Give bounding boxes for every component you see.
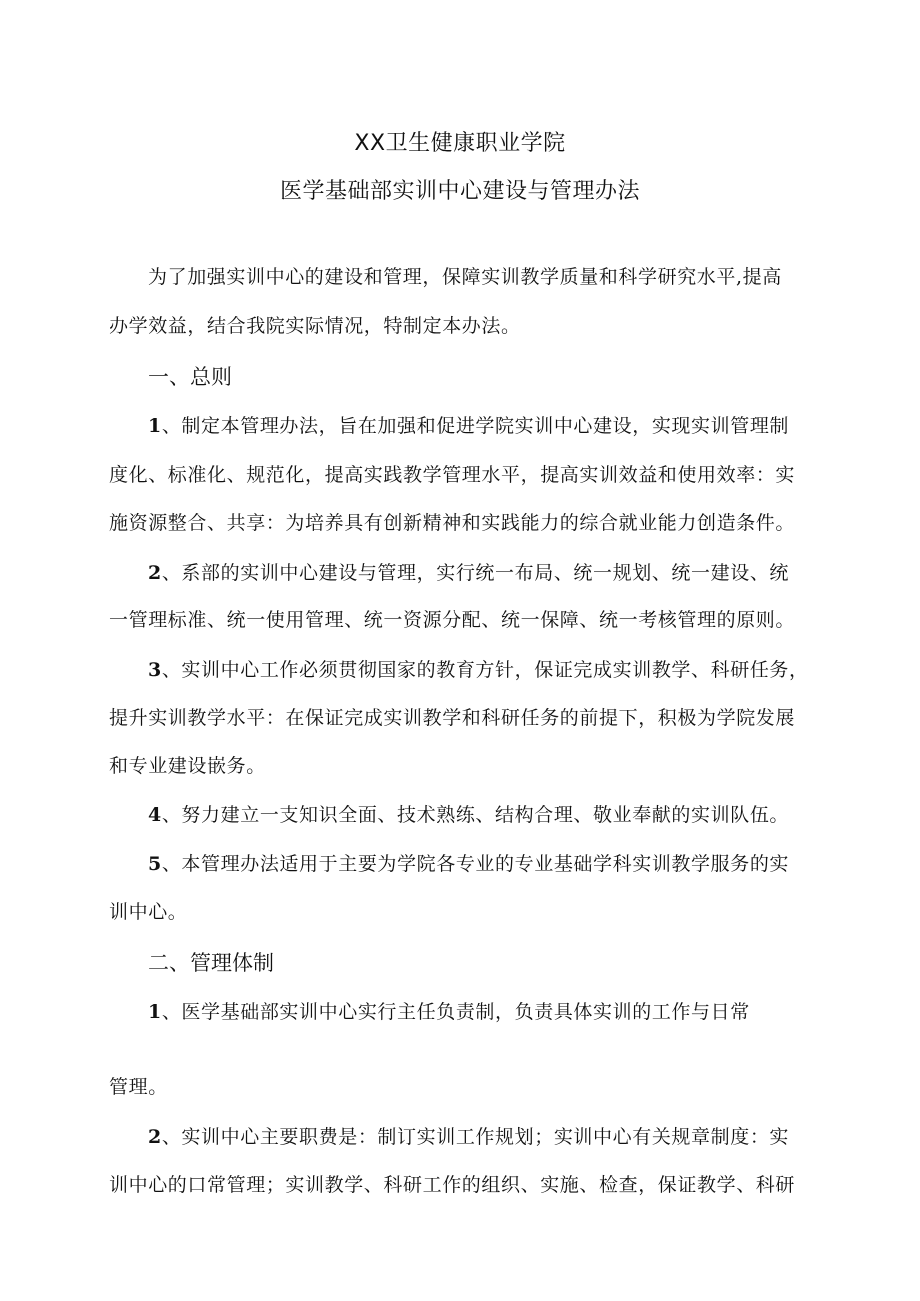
section-1-p3-line-1: [148, 657, 809, 683]
section-1-p2-line-2: 一管理标准、统一使用管理、统一资源分配、统一保障、统一考核管理的原则。: [109, 609, 796, 631]
section-2-heading: 二、管理体制: [148, 951, 274, 975]
section-1-p2-line-1: [148, 560, 789, 586]
p4-number: 4: [148, 804, 162, 826]
section-1-p1-line-2: 度化、标准化、规范化，提高实践教学管理水平，提高实训效益和使用效率：实: [109, 464, 796, 486]
section-1-p3-line-3: 和专业建设嵌务。: [109, 755, 266, 777]
p3-text: 、实训中心工作必须贯彻国家的教育方针，保证完成实训教学、科研任务，: [161, 659, 809, 681]
p3-number: 3: [148, 659, 162, 681]
intro-line-1: 为了加强实训中心的建设和管理，保障实训教学质量和科学研究水平,提高: [148, 266, 782, 288]
s2-p2-text: 、实训中心主要职费是：制订实训工作规划；实训中心有关规章制度：实: [161, 1126, 790, 1148]
s2-p1-number: 1: [148, 1001, 162, 1023]
p2-text: 、系部的实训中心建设与管理，实行统一布局、统一规划、统一建设、统: [161, 562, 790, 584]
s2-p1-text: 、医学基础部实训中心实行主任负责制，负责具体实训的工作与日常: [161, 1001, 750, 1023]
p2-number: 2: [148, 562, 162, 584]
section-2-p2-line-1: [148, 1124, 789, 1150]
section-1-p1-line-1: [148, 413, 789, 439]
section-2-p1-line-2: 管理。: [109, 1076, 168, 1098]
section-1-p1-line-3: 施资源整合、共享：为培养具有创新精神和实践能力的综合就业能力创造条件。: [109, 512, 796, 534]
section-1-p3-line-2: 提升实训教学水平：在保证完成实训教学和科研任务的前提下，积极为学院发展: [109, 707, 796, 729]
section-1-p5-line-2: 训中心。: [109, 901, 188, 923]
section-1-heading: 一、总则: [148, 365, 232, 389]
document-title-line2: 医学基础部实训中心建设与管理办法: [279, 179, 640, 204]
p4-text: 、努力建立一支知识全面、技术熟练、结构合理、敬业奉献的实训队伍。: [161, 804, 790, 826]
s2-p2-number: 2: [148, 1126, 162, 1148]
section-2-p2-line-2: 训中心的口常管理；实训教学、科研工作的组织、实施、检查，保证教学、科研: [109, 1174, 796, 1196]
section-1-p5-line-1: [148, 851, 789, 877]
section-1-p4-line-1: [148, 802, 789, 828]
document-title-line1: XX卫生健康职业学院: [354, 131, 566, 156]
section-2-p1-line-1: [148, 999, 750, 1025]
p1-text: 、制定本管理办法，旨在加强和促进学院实训中心建设，实现实训管理制: [161, 415, 790, 437]
intro-line-2: 办学效益，结合我院实际情况，特制定本办法。: [109, 315, 521, 337]
p1-number: 1: [148, 415, 162, 437]
p5-text: 、本管理办法适用于主要为学院各专业的专业基础学科实训教学服务的实: [161, 853, 790, 875]
p5-number: 5: [148, 853, 162, 875]
